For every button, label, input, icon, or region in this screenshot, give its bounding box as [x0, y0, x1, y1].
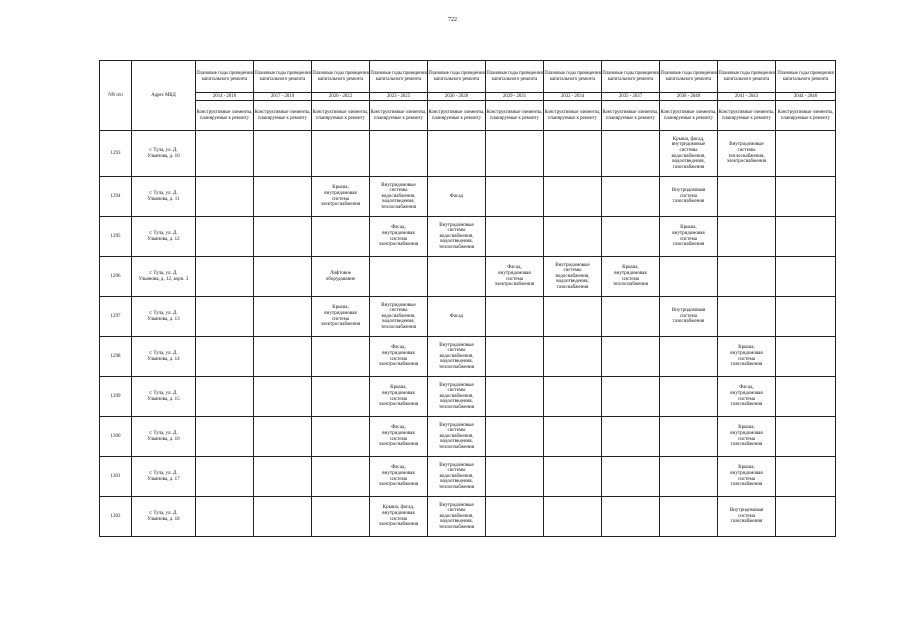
- header-period-title: Плановые годы проведения капитального ремонта: [602, 61, 660, 93]
- planned-elements-cell: Крыша, внутридомовая система газоснабжения: [718, 337, 776, 377]
- planned-elements-cell: [602, 217, 660, 257]
- table-row: [100, 457, 836, 497]
- planned-elements-cell: [776, 297, 836, 337]
- header-num: NN п/п: [100, 61, 132, 131]
- table-row: [100, 377, 836, 417]
- header-elements-title: Конструктивные элементы, планируемые к ремонту: [370, 101, 428, 131]
- planned-elements-cell: Фасад: [428, 177, 486, 217]
- row-number: 1302: [100, 497, 132, 537]
- planned-elements-cell: [660, 257, 718, 297]
- header-elements-title: Конструктивные элементы, планируемые к ремонту: [776, 101, 836, 131]
- row-address: г. Тула, ул. Д. Ульянова, д. 14: [132, 337, 196, 377]
- planned-elements-cell: Фасад: [428, 297, 486, 337]
- header-period-years: 2035 - 2037: [602, 93, 660, 101]
- planned-elements-cell: Фасад, внутридомовая система электроснабжения: [370, 217, 428, 257]
- planned-elements-cell: [718, 297, 776, 337]
- row-address: г. Тула, ул. Д. Ульянова, д. 12: [132, 217, 196, 257]
- row-number: 1293: [100, 131, 132, 177]
- planned-elements-cell: [602, 131, 660, 177]
- planned-elements-cell: [254, 377, 312, 417]
- planned-elements-cell: [486, 497, 544, 537]
- header-elements-title: Конструктивные элементы, планируемые к ремонту: [544, 101, 602, 131]
- row-number: 1301: [100, 457, 132, 497]
- row-address: г. Тула, ул. Д. Ульянова, д. 15: [132, 377, 196, 417]
- row-number: 1300: [100, 417, 132, 457]
- row-address: г. Тула, ул. Д. Ульянова, д. 11: [132, 177, 196, 217]
- header-period-years: 2014 - 2016: [196, 93, 254, 101]
- header-row-years: [100, 93, 836, 101]
- planned-elements-cell: [544, 337, 602, 377]
- planned-elements-cell: [312, 497, 370, 537]
- planned-elements-cell: Фасад, внутридомовая система газоснабжения: [718, 377, 776, 417]
- header-elements-title: Конструктивные элементы, планируемые к ремонту: [254, 101, 312, 131]
- planned-elements-cell: [776, 497, 836, 537]
- header-period-title: Плановые годы проведения капитального ремонта: [254, 61, 312, 93]
- planned-elements-cell: [196, 337, 254, 377]
- header-period-years: 2029 - 2031: [486, 93, 544, 101]
- header-period-years: 2044 - 2046: [776, 93, 836, 101]
- planned-elements-cell: [196, 257, 254, 297]
- planned-elements-cell: Крыша, внутридомовая система электроснабжения: [370, 377, 428, 417]
- row-address: г. Тула, ул. Д. Ульянова, д. 12, корп. 3: [132, 257, 196, 297]
- planned-elements-cell: [254, 337, 312, 377]
- row-number: 1298: [100, 337, 132, 377]
- row-address: г. Тула, ул. Д. Ульянова, д. 18: [132, 497, 196, 537]
- planned-elements-cell: [544, 377, 602, 417]
- planned-elements-cell: [254, 297, 312, 337]
- table-row: [100, 177, 836, 217]
- planned-elements-cell: [544, 217, 602, 257]
- header-period-title: Плановые годы проведения капитального ремонта: [312, 61, 370, 93]
- table-row: [100, 417, 836, 457]
- planned-elements-cell: [196, 457, 254, 497]
- planned-elements-cell: Крыша, внутридомовая система газоснабжения: [718, 417, 776, 457]
- planned-elements-cell: [776, 217, 836, 257]
- header-address: Адрес МКД: [132, 61, 196, 131]
- planned-elements-cell: Внутридомовая система газоснабжения: [718, 497, 776, 537]
- planned-elements-cell: Внутридомовые системы водоснабжения, водоотведения, газоснабжения: [544, 257, 602, 297]
- planned-elements-cell: Внутридомовые системы теплоснабжения, электроснабжения: [718, 131, 776, 177]
- planned-elements-cell: [776, 377, 836, 417]
- planned-elements-cell: [370, 257, 428, 297]
- header-period-title: Плановые годы проведения капитального ремонта: [776, 61, 836, 93]
- header-period-years: 2023 - 2025: [370, 93, 428, 101]
- table-row: [100, 497, 836, 537]
- planned-elements-cell: [544, 177, 602, 217]
- planned-elements-cell: [602, 497, 660, 537]
- planned-elements-cell: Внутридомовая система газоснабжения: [660, 297, 718, 337]
- planned-elements-cell: [776, 131, 836, 177]
- planned-elements-cell: [486, 217, 544, 257]
- header-period-title: Плановые годы проведения капитального ремонта: [660, 61, 718, 93]
- planned-elements-cell: [660, 417, 718, 457]
- planned-elements-cell: Лифтовое оборудование: [312, 257, 370, 297]
- row-number: 1295: [100, 217, 132, 257]
- planned-elements-cell: [312, 377, 370, 417]
- planned-elements-cell: [544, 131, 602, 177]
- planned-elements-cell: [312, 337, 370, 377]
- planned-elements-cell: [254, 217, 312, 257]
- table-row: [100, 297, 836, 337]
- header-period-years: 2017 - 2019: [254, 93, 312, 101]
- planned-elements-cell: Фасад, внутридомовая система электроснабжения: [370, 417, 428, 457]
- table-row: [100, 131, 836, 177]
- planned-elements-cell: [602, 177, 660, 217]
- planned-elements-cell: [660, 337, 718, 377]
- header-elements-title: Конструктивные элементы, планируемые к ремонту: [660, 101, 718, 131]
- planned-elements-cell: [312, 131, 370, 177]
- planned-elements-cell: [544, 497, 602, 537]
- planned-elements-cell: [718, 257, 776, 297]
- planned-elements-cell: Крыша, внутридомовая система электроснабжения: [312, 177, 370, 217]
- planned-elements-cell: [544, 457, 602, 497]
- planned-elements-cell: Внутридомовые системы водоснабжения, водоотведения, теплоснабжения: [428, 377, 486, 417]
- header-period-years: 2032 - 2034: [544, 93, 602, 101]
- table-row: [100, 257, 836, 297]
- planned-elements-cell: [312, 217, 370, 257]
- header-period-title: Плановые годы проведения капитального ремонта: [428, 61, 486, 93]
- planned-elements-cell: [254, 417, 312, 457]
- planned-elements-cell: [428, 131, 486, 177]
- planned-elements-cell: Крыша, фасад, внутридомовая система электроснабжения: [370, 497, 428, 537]
- table-body: [100, 61, 836, 537]
- planned-elements-cell: [776, 257, 836, 297]
- table-row: [100, 217, 836, 257]
- planned-elements-cell: Фасад, внутридомовая система электроснабжения: [486, 257, 544, 297]
- planned-elements-cell: [312, 457, 370, 497]
- planned-elements-cell: [428, 257, 486, 297]
- planned-elements-cell: [196, 177, 254, 217]
- row-address: г. Тула, ул. Д. Ульянова, д. 13: [132, 297, 196, 337]
- header-elements-title: Конструктивные элементы, планируемые к ремонту: [428, 101, 486, 131]
- planned-elements-cell: [254, 457, 312, 497]
- header-period-title: Плановые годы проведения капитального ремонта: [196, 61, 254, 93]
- header-elements-title: Конструктивные элементы, планируемые к ремонту: [602, 101, 660, 131]
- planned-elements-cell: [254, 497, 312, 537]
- planned-elements-cell: Крыша, внутридомовая система электроснабжения: [312, 297, 370, 337]
- planned-elements-cell: [718, 217, 776, 257]
- header-elements-title: Конструктивные элементы, планируемые к ремонту: [196, 101, 254, 131]
- planned-elements-cell: Внутридомовые системы водоснабжения, водоотведения, теплоснабжения: [428, 217, 486, 257]
- header-period-title: Плановые годы проведения капитального ремонта: [486, 61, 544, 93]
- planned-elements-cell: [776, 337, 836, 377]
- capital-repair-schedule-table: [99, 60, 836, 537]
- header-row-elements: [100, 101, 836, 131]
- planned-elements-cell: Внутридомовые системы водоснабжения, водоотведения, теплоснабжения: [428, 417, 486, 457]
- header-period-years: 2026 - 2028: [428, 93, 486, 101]
- row-number: 1297: [100, 297, 132, 337]
- planned-elements-cell: [544, 417, 602, 457]
- planned-elements-cell: [776, 417, 836, 457]
- planned-elements-cell: Крыша, внутридомовая система газоснабжения: [660, 217, 718, 257]
- planned-elements-cell: [196, 297, 254, 337]
- planned-elements-cell: Крыша, внутридомовая система газоснабжения: [718, 457, 776, 497]
- header-period-years: 2038 - 2040: [660, 93, 718, 101]
- planned-elements-cell: [602, 337, 660, 377]
- planned-elements-cell: Фасад, внутридомовая система электроснабжения: [370, 337, 428, 377]
- planned-elements-cell: Внутридомовые системы водоснабжения, водоотведения, теплоснабжения: [428, 337, 486, 377]
- table-row: [100, 337, 836, 377]
- planned-elements-cell: Внутридомовые системы водоснабжения, водоотведения, теплоснабжения: [370, 177, 428, 217]
- planned-elements-cell: [602, 297, 660, 337]
- planned-elements-cell: [776, 457, 836, 497]
- planned-elements-cell: [660, 377, 718, 417]
- planned-elements-cell: [254, 257, 312, 297]
- planned-elements-cell: Крыша, внутридомовая система теплоснабжения: [602, 257, 660, 297]
- planned-elements-cell: Внутридомовая система газоснабжения: [660, 177, 718, 217]
- row-number: 1294: [100, 177, 132, 217]
- planned-elements-cell: [486, 377, 544, 417]
- planned-elements-cell: [544, 297, 602, 337]
- planned-elements-cell: [486, 337, 544, 377]
- planned-elements-cell: [718, 177, 776, 217]
- planned-elements-cell: [660, 497, 718, 537]
- planned-elements-cell: [486, 297, 544, 337]
- planned-elements-cell: Внутридомовые системы водоснабжения, водоотведения, теплоснабжения: [428, 497, 486, 537]
- header-elements-title: Конструктивные элементы, планируемые к ремонту: [718, 101, 776, 131]
- planned-elements-cell: [486, 131, 544, 177]
- planned-elements-cell: [196, 497, 254, 537]
- planned-elements-cell: Внутридомовые системы водоснабжения, водоотведения, теплоснабжения: [428, 457, 486, 497]
- planned-elements-cell: [312, 417, 370, 457]
- planned-elements-cell: Фасад, внутридомовая система электроснабжения: [370, 457, 428, 497]
- row-number: 1299: [100, 377, 132, 417]
- row-address: г. Тула, ул. Д. Ульянова, д. 17: [132, 457, 196, 497]
- planned-elements-cell: [196, 417, 254, 457]
- header-period-title: Плановые годы проведения капитального ремонта: [370, 61, 428, 93]
- planned-elements-cell: [196, 377, 254, 417]
- planned-elements-cell: [602, 377, 660, 417]
- planned-elements-cell: Крыша, фасад, внутридомовые системы водоснабжения, водоотведения, газоснабжения: [660, 131, 718, 177]
- header-period-years: 2020 - 2022: [312, 93, 370, 101]
- planned-elements-cell: Внутридомовые системы водоснабжения, водоотведения, теплоснабжения: [370, 297, 428, 337]
- header-period-years: 2041 - 2043: [718, 93, 776, 101]
- header-elements-title: Конструктивные элементы, планируемые к ремонту: [312, 101, 370, 131]
- planned-elements-cell: [486, 457, 544, 497]
- planned-elements-cell: [370, 131, 428, 177]
- header-period-title: Плановые годы проведения капитального ремонта: [544, 61, 602, 93]
- row-address: г. Тула, ул. Д. Ульянова, д. 16: [132, 417, 196, 457]
- planned-elements-cell: [486, 177, 544, 217]
- header-period-title: Плановые годы проведения капитального ремонта: [718, 61, 776, 93]
- row-address: г. Тула, ул. Д. Ульянова, д. 10: [132, 131, 196, 177]
- row-number: 1296: [100, 257, 132, 297]
- planned-elements-cell: [196, 217, 254, 257]
- planned-elements-cell: [776, 177, 836, 217]
- planned-elements-cell: [602, 417, 660, 457]
- planned-elements-cell: [254, 131, 312, 177]
- planned-elements-cell: [660, 457, 718, 497]
- planned-elements-cell: [196, 131, 254, 177]
- header-elements-title: Конструктивные элементы, планируемые к ремонту: [486, 101, 544, 131]
- planned-elements-cell: [254, 177, 312, 217]
- page-number: 722: [448, 17, 457, 23]
- header-row-periods: [100, 61, 836, 93]
- planned-elements-cell: [602, 457, 660, 497]
- planned-elements-cell: [486, 417, 544, 457]
